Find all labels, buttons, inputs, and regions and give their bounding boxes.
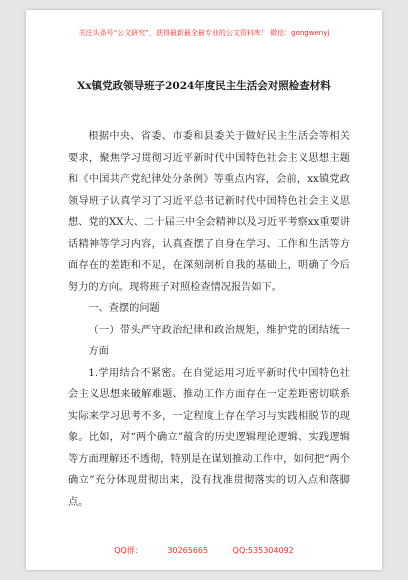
document-page — [26, 10, 382, 570]
document-title: Xx镇党政领导班子2024年度民主生活会对照检查材料 — [77, 80, 331, 92]
document-body — [68, 126, 350, 513]
footer-contact-note: QQ群： 30265665 QQ:535304092 — [114, 546, 294, 555]
header-promo-note: 关注头条号“公文研究”，获得最新最全最专业的公文资料库！ 微信：gongwenyj — [78, 29, 330, 37]
paragraph-intro: 根据中央、省委、市委和县委关于做好民主生活会等相关要求，聚焦学习贯彻习近平新时代中国特色社会主义思想主题和《中国共产党纪律处分条例》等重点内容，会前，xx镇党政领导班子认真学习了习近平总书记新时代中国特色社会主义思想、党的XX大、二十届三中全会精神以及习近平考察xx重要讲话精神等学习内容，认真查摆了自身在学习、工作和生活等方面存在的差距和不足，在深刻剖析自我的基础上，明确了今后努力的方向。现将班子对照检查情况报告如下。 — [68, 131, 350, 293]
paragraph-item-1: 1.学用结合不紧密。在自觉运用习近平新时代中国特色社会主义思想来破解难题、推动工作方面存在一定差距密切联系实际来学习思考不多，一定程度上存在学习与实践相脱节的现象。比如，对“两个确立”蕴含的历史逻辑理论逻辑、实践逻辑等方面理解还不透彻，特别是在谋划推动工作中，如何把“两个确立”充分体现贯彻出来，没有找准贯彻落实的切入点和落脚点。 — [68, 367, 350, 508]
section-heading: 一、查摆的问题 — [88, 303, 160, 314]
subsection-heading: （一）带头严守政治纪律和政治规矩，维护党的团结统一方面 — [88, 324, 350, 357]
